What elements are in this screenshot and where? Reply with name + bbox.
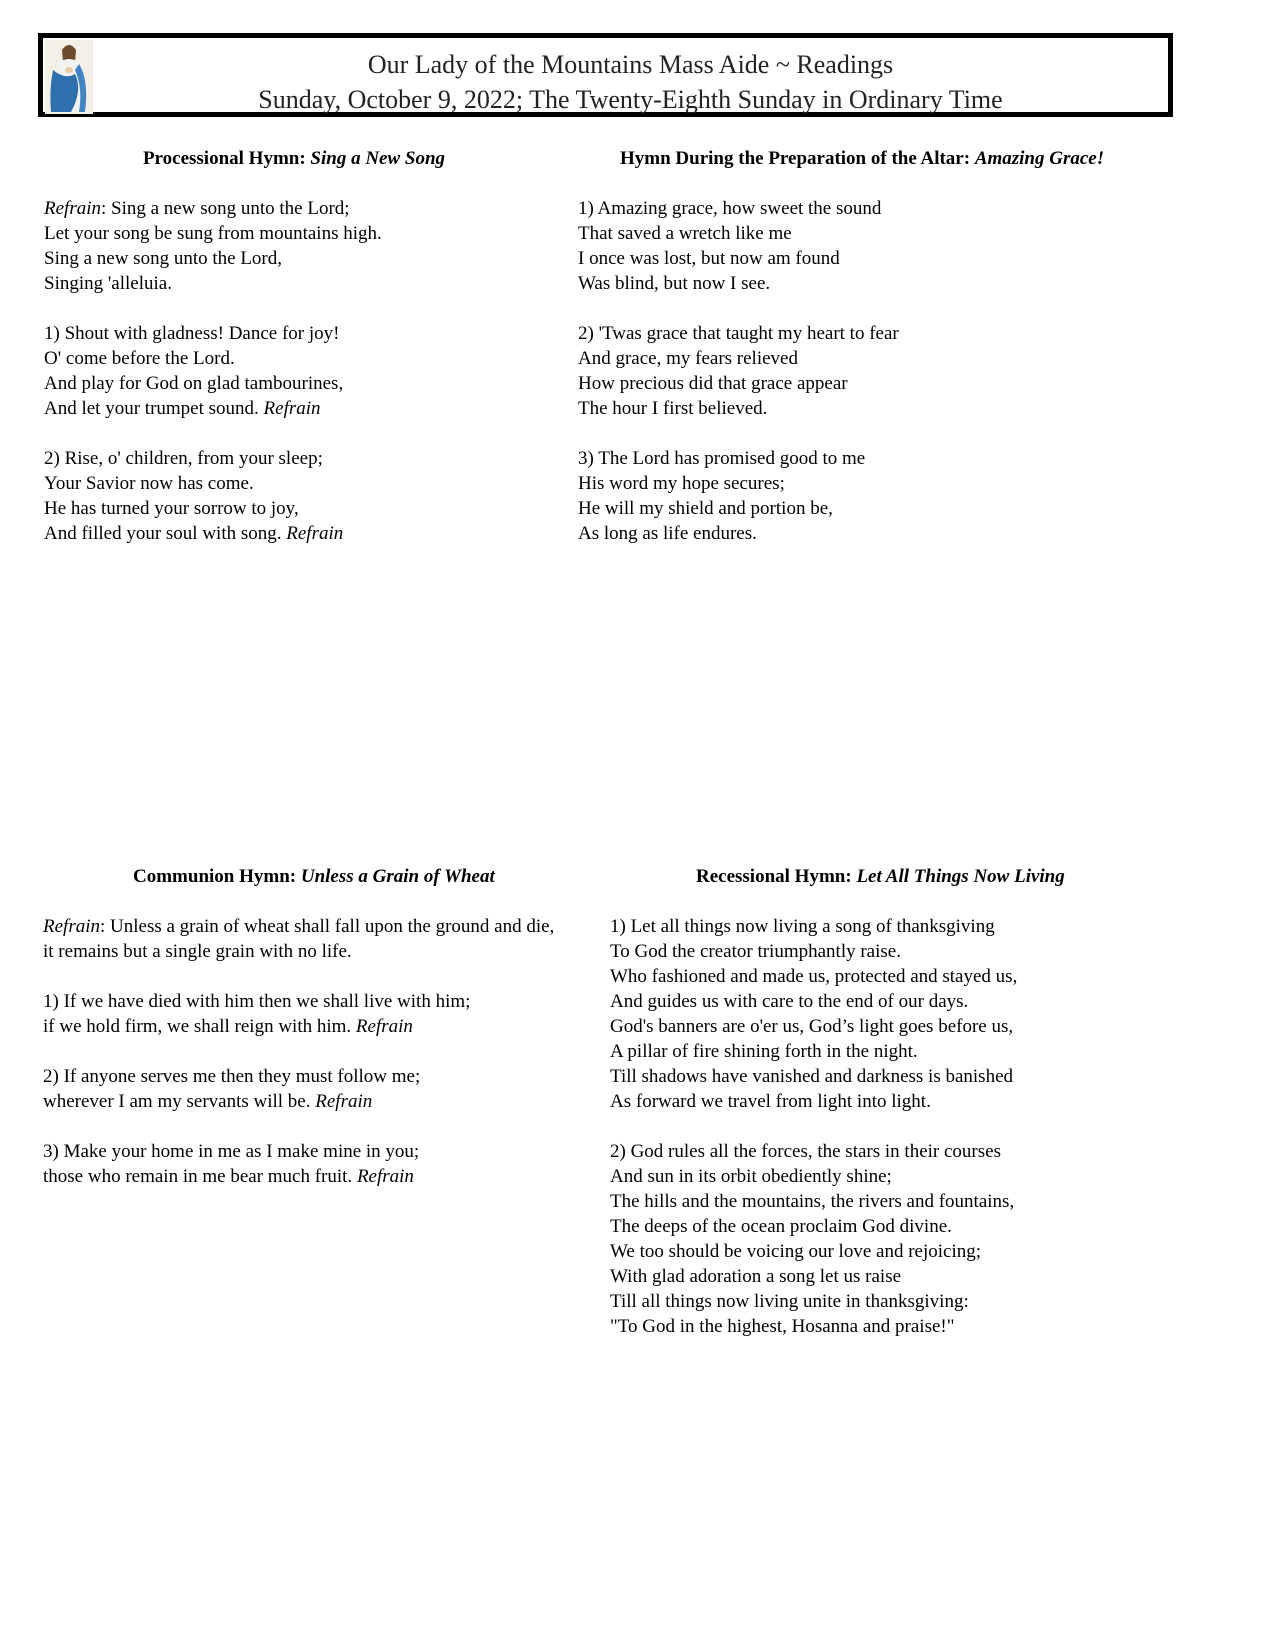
preparation-verse-1: 1) Amazing grace, how sweet the sound That saved a wretch like me I once was lost, but now am found Was blind, but now I see. [578,198,882,294]
processional-title: Processional Hymn: Sing a New Song [142,148,446,169]
processional-verse-1: 1) Shout with gladness! Dance for joy! O' come before the Lord. And play for God on glad tambourines, And let your trumpet sound. Refrain [44,323,344,419]
communion-refrain: Refrain: Unless a grain of wheat shall fall upon the ground and die, it remains but a single grain with no life. [43,916,555,962]
header-box [38,33,1173,117]
preparation-verse-3: 3) The Lord has promised good to me His word my hope secures; He will my shield and portion be, As long as life endures. [578,448,866,544]
preparation-verse-2: 2) 'Twas grace that taught my heart to fear And grace, my fears relieved How precious did that grace appear The hour I first believed. [578,323,899,419]
communion-title: Communion Hymn: Unless a Grain of Wheat [133,866,495,887]
recessional-hymn [610,864,1170,1364]
recessional-verse-1: 1) Let all things now living a song of thanksgiving To God the creator triumphantly raise. Who fashioned and made us, protected and stayed us, And guides us with care to the end of our days. God's banners are o'er us, God’s light goes before us, A pillar of fire shining forth in the night. Till shadows have vanished and darkness is banished As forward we travel from light into light. [610,916,1018,1112]
header-title: Our Lady of the Mountains Mass Aide ~ Readings [367,50,894,79]
processional-hymn [44,146,544,571]
preparation-title: Hymn During the Preparation of the Altar: Amazing Grace! [620,148,1105,169]
communion-verse-3: 3) Make your home in me as I make mine in you; those who remain in me bear much fruit. Refrain [43,1141,420,1187]
communion-verse-1: 1) If we have died with him then we shall live with him; if we hold firm, we shall reign with him. Refrain [43,991,471,1037]
processional-verse-2: 2) Rise, o' children, from your sleep; Your Savior now has come. He has turned your sorrow to joy, And filled your soul with song. Refrain [44,448,344,544]
communion-verse-2: 2) If anyone serves me then they must follow me; wherever I am my servants will be. Refrain [43,1066,421,1112]
recessional-title: Recessional Hymn: Let All Things Now Living [696,866,1065,887]
preparation-hymn [578,146,1178,571]
processional-refrain: Refrain: Sing a new song unto the Lord; Let your song be sung from mountains high. Sing a new song unto the Lord, Singing 'alleluia. [44,198,382,294]
recessional-verse-2: 2) God rules all the forces, the stars in their courses And sun in its orbit obediently shine; The hills and the mountains, the rivers and fountains, The deeps of the ocean proclaim God divine. We too should be voicing our love and rejoicing; With glad adoration a song let us raise Till all things now living unite in thanksgiving: "To God in the highest, Hosanna and praise!" [610,1141,1015,1337]
header-date: Sunday, October 9, 2022; The Twenty-Eighth Sunday in Ordinary Time [258,85,1003,114]
madonna-image [45,40,93,114]
communion-hymn [43,864,593,1214]
